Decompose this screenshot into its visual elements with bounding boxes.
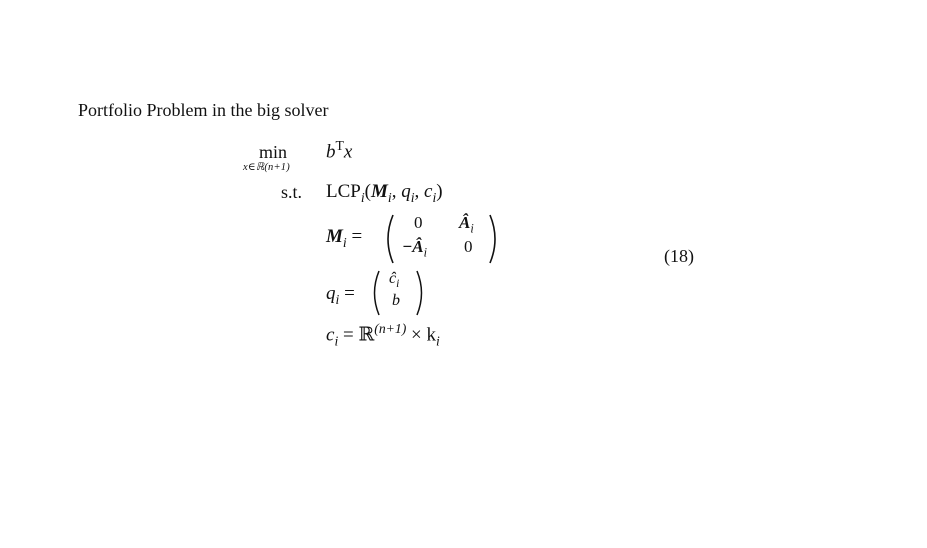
lcp-q: q <box>401 181 411 202</box>
equation-number: (18) <box>664 246 694 266</box>
q-top <box>389 270 399 290</box>
c-sub: i <box>334 333 339 349</box>
M-sub: i <box>342 234 347 250</box>
q-left-paren <box>369 270 381 316</box>
c-reals-sup: (n+1) <box>374 321 407 336</box>
lcp-sub: i <box>360 189 365 205</box>
min-operator: min <box>259 142 288 162</box>
M-r2c1-sub: i <box>423 245 428 260</box>
lcp-c: c <box>424 181 433 202</box>
objective-b: b <box>326 141 336 163</box>
c-times-k: × k <box>406 324 436 346</box>
q-top-sub: i <box>396 278 400 291</box>
lcp-c-sub: i <box>432 189 437 205</box>
q-symbol: q <box>326 283 336 304</box>
M-r1c2-sub: i <box>470 221 474 236</box>
q-right-paren <box>415 270 427 316</box>
c-equals-reals: = ℝ <box>338 324 375 346</box>
c-definition <box>326 321 440 349</box>
q-definition-lhs <box>326 283 355 308</box>
lcp-open: ( <box>364 181 371 202</box>
lcp-close: ) <box>436 181 443 202</box>
lcp-comma-c: , <box>414 181 425 202</box>
lcp-q-sub: i <box>410 189 415 205</box>
M-r2c1 <box>402 237 427 260</box>
M-right-paren <box>488 214 502 264</box>
M-r2c1-A: −Â <box>402 237 424 256</box>
objective-expression <box>326 138 352 164</box>
M-definition-lhs <box>326 226 362 251</box>
M-symbol: M <box>326 226 343 247</box>
c-symbol: c <box>326 324 335 346</box>
M-r1c2 <box>459 213 474 236</box>
c-k-sub: i <box>436 333 440 349</box>
M-equals: = <box>346 226 363 247</box>
subject-to-label: s.t. <box>281 182 303 202</box>
q-top-c: ĉ <box>389 270 397 287</box>
min-subscript: x∈ℝ(n+1) <box>243 162 290 173</box>
lcp-constraint <box>326 181 443 206</box>
lcp-comma-q: , <box>391 181 402 202</box>
M-r1c1: 0 <box>414 213 423 232</box>
M-r1c2-A: Â <box>459 213 471 232</box>
objective-x: x <box>343 141 353 163</box>
M-r2c2: 0 <box>464 237 473 256</box>
lcp-M-sub: i <box>387 189 392 205</box>
q-sub: i <box>335 291 340 307</box>
section-heading: Portfolio Problem in the big solver <box>78 100 329 120</box>
M-left-paren <box>382 214 396 264</box>
lcp-M: M <box>371 181 388 202</box>
q-bottom: b <box>392 292 400 309</box>
q-equals: = <box>339 283 355 304</box>
objective-transpose: T <box>335 138 344 153</box>
lcp-name: LCP <box>326 181 361 202</box>
